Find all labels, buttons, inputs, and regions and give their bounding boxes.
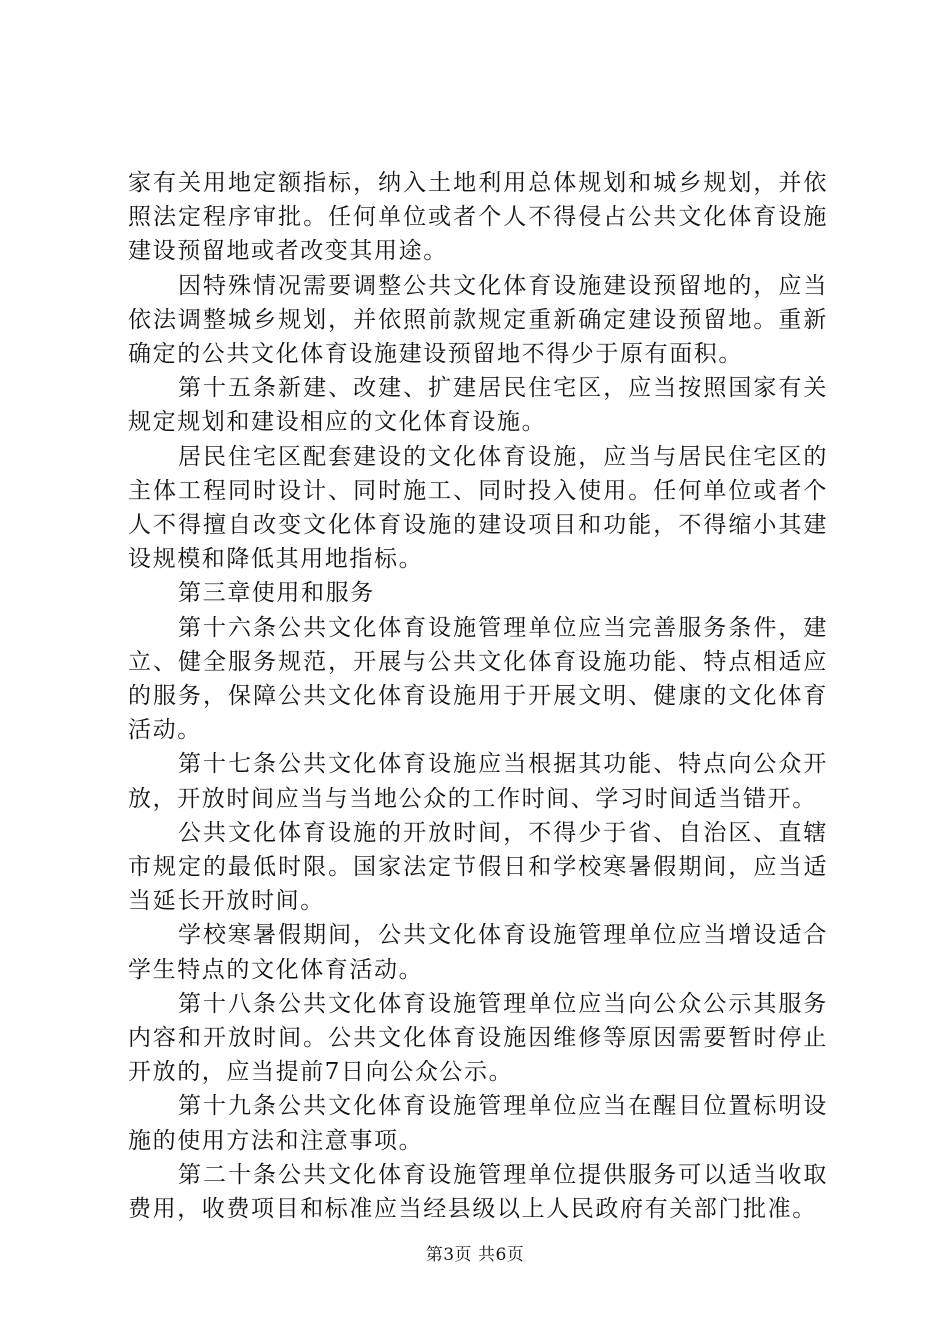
paragraph: 学校寒暑假期间，公共文化体育设施管理单位应当增设适合学生特点的文化体育活动。: [128, 922, 828, 983]
paragraph: 家有关用地定额指标，纳入土地利用总体规划和城乡规划，并依照法定程序审批。任何单位或者个人不得侵占公共文化体育设施建设预留地或者改变其用途。: [128, 170, 828, 265]
paragraph: 第十八条公共文化体育设施管理单位应当向公众公示其服务内容和开放时间。公共文化体育设施因维修等原因需要暂时停止开放的，应当提前7日向公众公示。: [128, 990, 828, 1086]
paragraph: 因特殊情况需要调整公共文化体育设施建设预留地的，应当依法调整城乡规划，并依照前款规定重新确定建设预留地。重新确定的公共文化体育设施建设预留地不得少于原有面积。: [128, 272, 828, 368]
chapter-heading: 第三章使用和服务: [178, 580, 375, 607]
document-body: [128, 166, 828, 1226]
paragraph: 公共文化体育设施的开放时间，不得少于省、自治区、直辖市规定的最低时限。国家法定节假日和学校寒暑假期间，应当适当延长开放时间。: [128, 819, 828, 915]
paragraph: 第二十条公共文化体育设施管理单位提供服务可以适当收取费用，收费项目和标准应当经县级以上人民政府有关部门批准。: [128, 1161, 828, 1223]
paragraph: 第十五条新建、改建、扩建居民住宅区，应当按照国家有关规定规划和建设相应的文化体育设施。: [128, 375, 828, 436]
paragraph: 第十六条公共文化体育设施管理单位应当完善服务条件，建立、健全服务规范，开展与公共文化体育设施功能、特点相适应的服务，保障公共文化体育设施用于开展文明、健康的文化体育活动。: [128, 614, 828, 744]
paragraph: 居民住宅区配套建设的文化体育设施，应当与居民住宅区的主体工程同时设计、同时施工、同时投入使用。任何单位或者个人不得擅自改变文化体育设施的建设项目和功能，不得缩小其建设规模和降低其用地指标。: [128, 443, 828, 573]
paragraph: 第十九条公共文化体育设施管理单位应当在醒目位置标明设施的使用方法和注意事项。: [128, 1093, 828, 1154]
paragraph: 第十七条公共文化体育设施应当根据其功能、特点向公众开放，开放时间应当与当地公众的工作时间、学习时间适当错开。: [128, 751, 828, 812]
page-number-footer: 第3页 共6页: [425, 1245, 525, 1265]
